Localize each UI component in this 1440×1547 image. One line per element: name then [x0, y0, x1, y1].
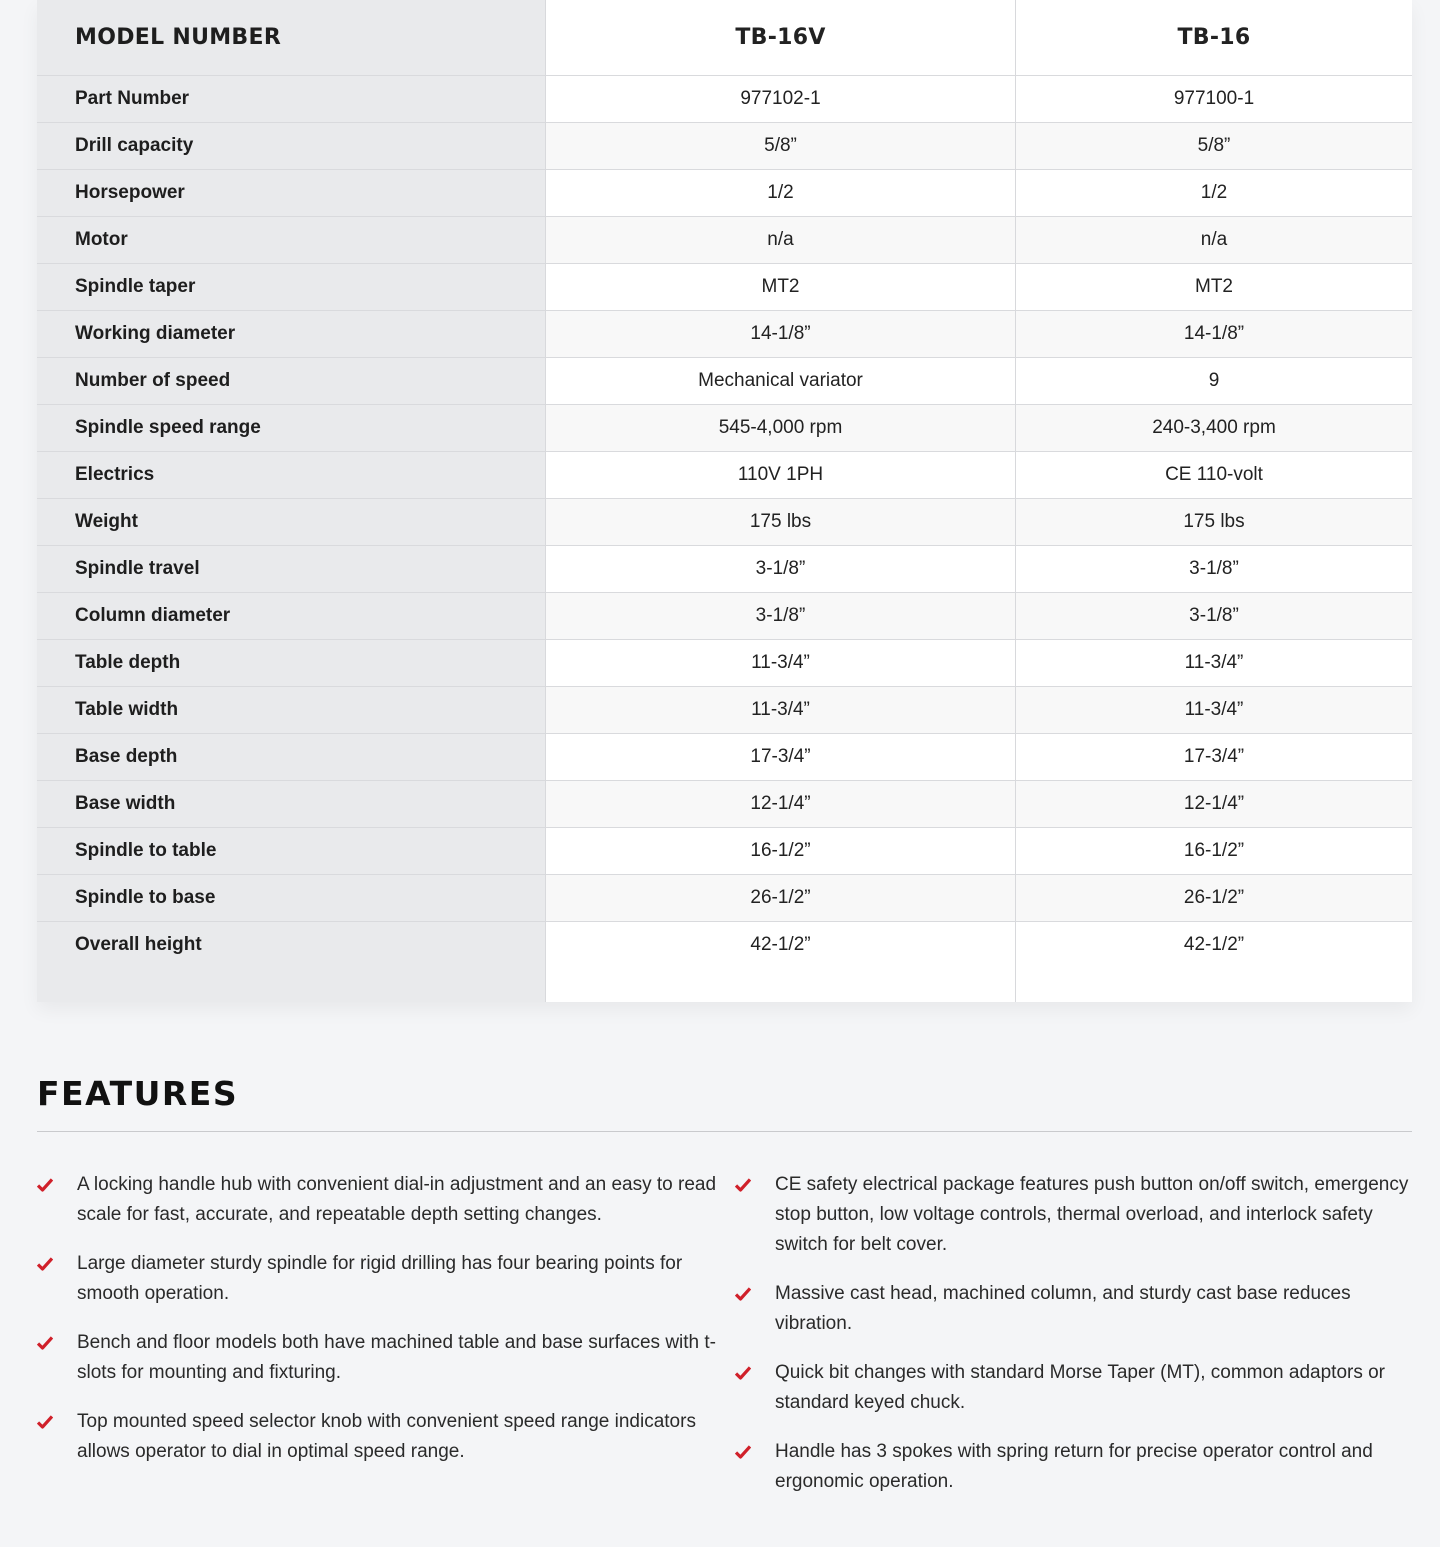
spec-value-tb-16v: 14-1/8”	[546, 311, 1015, 358]
spec-label: Weight	[37, 499, 545, 546]
spec-value-tb-16v: Mechanical variator	[546, 358, 1015, 405]
check-icon	[735, 1366, 751, 1380]
spec-label: Base width	[37, 781, 545, 828]
feature-item	[735, 1170, 1412, 1260]
model-number-heading: MODEL NUMBER	[37, 0, 545, 76]
feature-item	[735, 1437, 1412, 1497]
feature-item	[735, 1358, 1412, 1418]
check-icon	[37, 1415, 53, 1429]
spec-value-tb-16: 240-3,400 rpm	[1016, 405, 1412, 452]
spec-value-tb-16v: 17-3/4”	[546, 734, 1015, 781]
spec-label: Spindle taper	[37, 264, 545, 311]
spec-label: Part Number	[37, 76, 545, 123]
spec-label: Drill capacity	[37, 123, 545, 170]
spec-value-tb-16: 16-1/2”	[1016, 828, 1412, 875]
spec-label: Base depth	[37, 734, 545, 781]
features-list-left	[37, 1170, 717, 1486]
model-b-heading: TB-16	[1016, 0, 1412, 76]
check-icon	[735, 1178, 751, 1192]
spec-table	[37, 0, 1412, 1002]
spec-value-tb-16: 11-3/4”	[1016, 687, 1412, 734]
spec-value-tb-16v: 16-1/2”	[546, 828, 1015, 875]
check-icon	[37, 1336, 53, 1350]
spec-value-tb-16v: 3-1/8”	[546, 593, 1015, 640]
spec-value-tb-16v: 110V 1PH	[546, 452, 1015, 499]
feature-item	[37, 1170, 717, 1230]
spec-value-tb-16: MT2	[1016, 264, 1412, 311]
feature-text: A locking handle hub with convenient dial-in adjustment and an easy to read scale for fast, accurate, and repeatable depth setting changes.	[77, 1174, 717, 1225]
spec-value-tb-16v: 11-3/4”	[546, 640, 1015, 687]
spec-value-tb-16: 9	[1016, 358, 1412, 405]
spec-value-tb-16v: MT2	[546, 264, 1015, 311]
feature-text: Quick bit changes with standard Morse Taper (MT), common adaptors or standard keyed chuck.	[775, 1362, 1386, 1413]
spec-label: Spindle to base	[37, 875, 545, 922]
spec-column-tb-16v	[546, 0, 1016, 1002]
spec-label: Electrics	[37, 452, 545, 499]
spec-label: Spindle speed range	[37, 405, 545, 452]
spec-value-tb-16v: 175 lbs	[546, 499, 1015, 546]
spec-value-tb-16v: n/a	[546, 217, 1015, 264]
check-icon	[37, 1257, 53, 1271]
spec-value-tb-16: 17-3/4”	[1016, 734, 1412, 781]
feature-text: Handle has 3 spokes with spring return for precise operator control and ergonomic operation.	[775, 1441, 1373, 1492]
model-a-heading: TB-16V	[546, 0, 1015, 76]
spec-label: Motor	[37, 217, 545, 264]
features-divider	[37, 1131, 1412, 1132]
spec-label: Spindle travel	[37, 546, 545, 593]
spec-value-tb-16: 1/2	[1016, 170, 1412, 217]
feature-item	[37, 1407, 717, 1467]
feature-text: Bench and floor models both have machined table and base surfaces with t-slots for mounting and fixturing.	[77, 1332, 716, 1383]
spec-value-tb-16v: 5/8”	[546, 123, 1015, 170]
check-icon	[735, 1445, 751, 1459]
spec-label: Number of speed	[37, 358, 545, 405]
spec-value-tb-16: 977100-1	[1016, 76, 1412, 123]
spec-value-tb-16v: 977102-1	[546, 76, 1015, 123]
feature-item	[735, 1279, 1412, 1339]
features-title: FEATURES	[37, 1074, 239, 1113]
feature-text: Top mounted speed selector knob with convenient speed range indicators allows operator to dial in optimal speed range.	[77, 1411, 696, 1462]
spec-value-tb-16: 14-1/8”	[1016, 311, 1412, 358]
spec-value-tb-16: 3-1/8”	[1016, 546, 1412, 593]
spec-label: Table width	[37, 687, 545, 734]
spec-column-tb-16	[1016, 0, 1412, 1002]
spec-label: Column diameter	[37, 593, 545, 640]
spec-value-tb-16: 26-1/2”	[1016, 875, 1412, 922]
check-icon	[735, 1287, 751, 1301]
features-list-right	[735, 1170, 1412, 1516]
spec-label: Spindle to table	[37, 828, 545, 875]
spec-value-tb-16: 175 lbs	[1016, 499, 1412, 546]
feature-text: Large diameter sturdy spindle for rigid drilling has four bearing points for smooth operation.	[77, 1253, 683, 1304]
spec-label: Table depth	[37, 640, 545, 687]
spec-value-tb-16v: 42-1/2”	[750, 934, 811, 955]
spec-value-tb-16: 12-1/4”	[1016, 781, 1412, 828]
spec-value-tb-16: CE 110-volt	[1016, 452, 1412, 499]
spec-value-tb-16: 11-3/4”	[1016, 640, 1412, 687]
spec-value-tb-16: n/a	[1016, 217, 1412, 264]
spec-value-tb-16v: 545-4,000 rpm	[546, 405, 1015, 452]
feature-text: CE safety electrical package features push button on/off switch, emergency stop button, low voltage controls, thermal overload, and interlock safety switch for belt cover.	[775, 1174, 1409, 1255]
spec-label: Overall height	[75, 934, 202, 955]
feature-text: Massive cast head, machined column, and sturdy cast base reduces vibration.	[775, 1283, 1351, 1334]
feature-item	[37, 1328, 717, 1388]
spec-label: Working diameter	[37, 311, 545, 358]
spec-value-tb-16v: 3-1/8”	[546, 546, 1015, 593]
spec-label: Horsepower	[37, 170, 545, 217]
spec-value-tb-16: 42-1/2”	[1183, 934, 1245, 955]
feature-item	[37, 1249, 717, 1309]
spec-value-tb-16v: 1/2	[546, 170, 1015, 217]
spec-label-column	[37, 0, 546, 1002]
check-icon	[37, 1178, 53, 1192]
spec-value-tb-16: 5/8”	[1016, 123, 1412, 170]
spec-value-tb-16: 3-1/8”	[1016, 593, 1412, 640]
spec-value-tb-16v: 11-3/4”	[546, 687, 1015, 734]
spec-value-tb-16v: 26-1/2”	[546, 875, 1015, 922]
spec-value-tb-16v: 12-1/4”	[546, 781, 1015, 828]
